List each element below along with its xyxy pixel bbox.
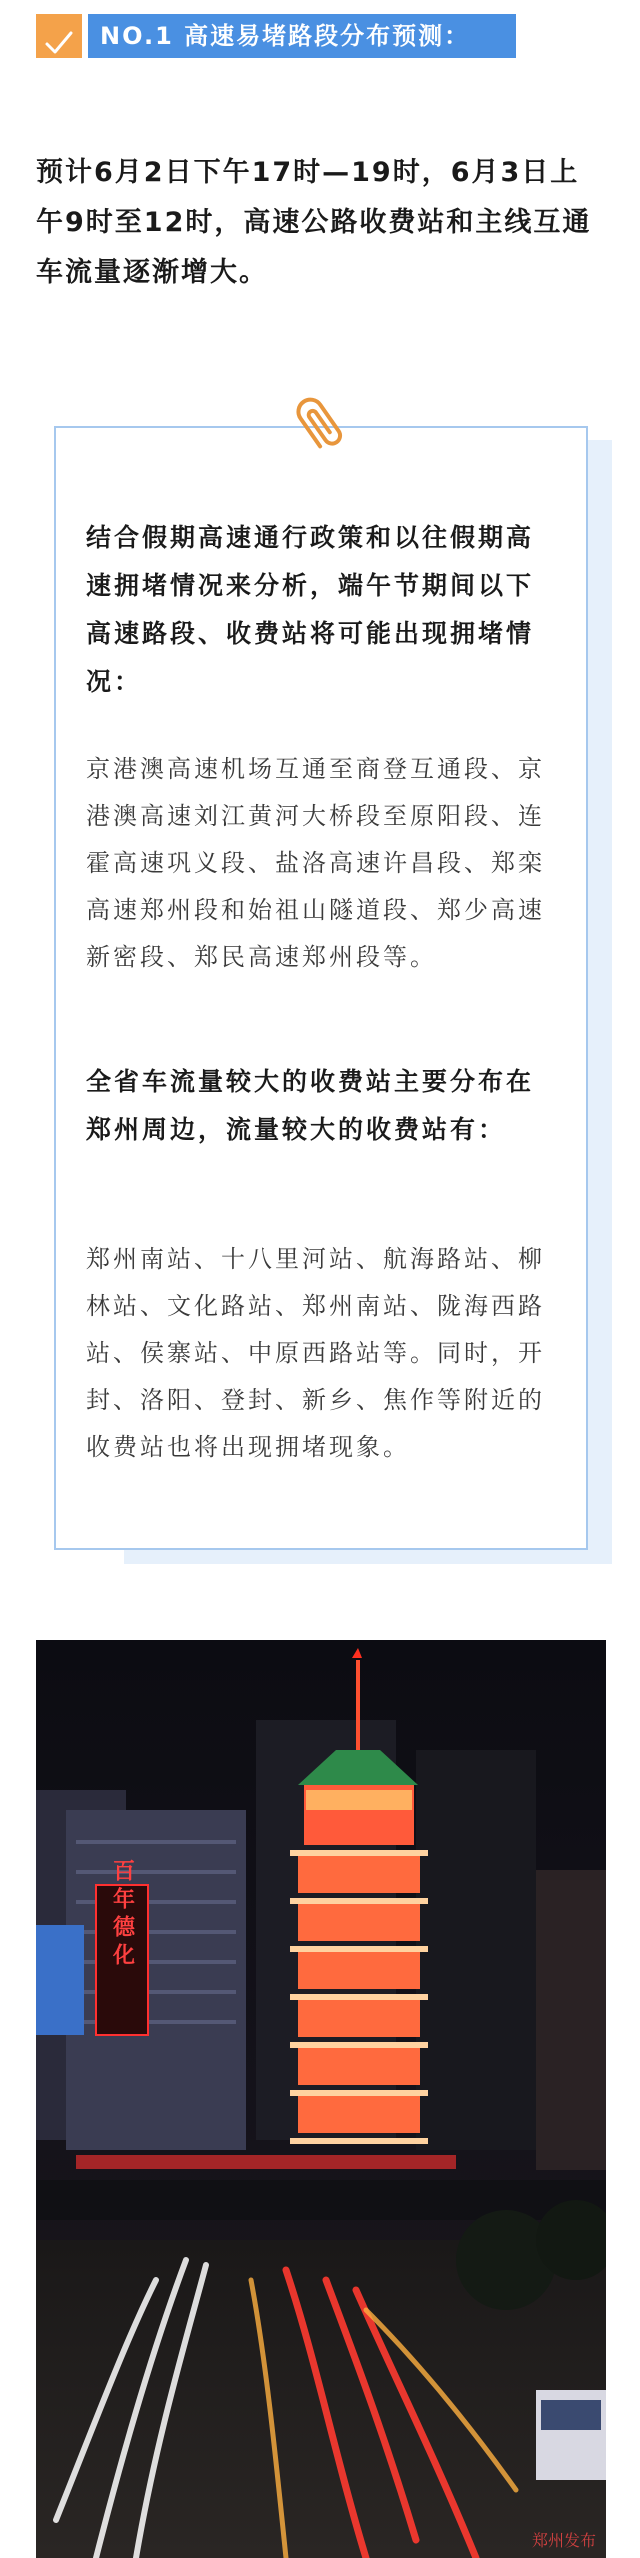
card-paragraph-toll-summary: 全省车流量较大的收费站主要分布在郑州周边，流量较大的收费站有： [86,1067,535,1144]
sign-text: 百年德化 [109,1859,135,1971]
card-paragraph-road-sections: 京港澳高速机场互通至商登互通段、京港澳高速刘江黄河大桥段至原阳段、连霍高速巩义段、盐洛高速许昌段、郑栾高速郑州段和始祖山隧道段、郑少高速新密段、郑民高速郑州段等。 [86,755,545,971]
photo-illustration [36,1640,606,2558]
card-paragraph-toll-stations: 郑州南站、十八里河站、航海路站、柳林站、文化路站、郑州南站、陇海西路站、侯寨站、中原西路站等。同时，开封、洛阳、登封、新乡、焦作等附近的收费站也将出现拥堵现象。 [86,1245,545,1461]
paperclip-icon [286,392,356,458]
card-paragraph-analysis: 结合假期高速通行政策和以往假期高速拥堵情况来分析，端午节期间以下高速路段、收费站将可能出现拥堵情况： [86,523,535,696]
section-header [36,14,516,58]
section-title: NO.1 高速易堵路段分布预测： [100,22,471,50]
photo-watermark: 郑州发布 [531,2531,596,2550]
checkmark-icon [44,30,74,56]
night-city-photo [36,1640,606,2558]
info-card [54,426,588,1550]
intro-paragraph: 预计6月2日下午17时—19时，6月3日上午9时至12时，高速公路收费站和主线互通车流量逐渐增大。 [36,157,592,288]
